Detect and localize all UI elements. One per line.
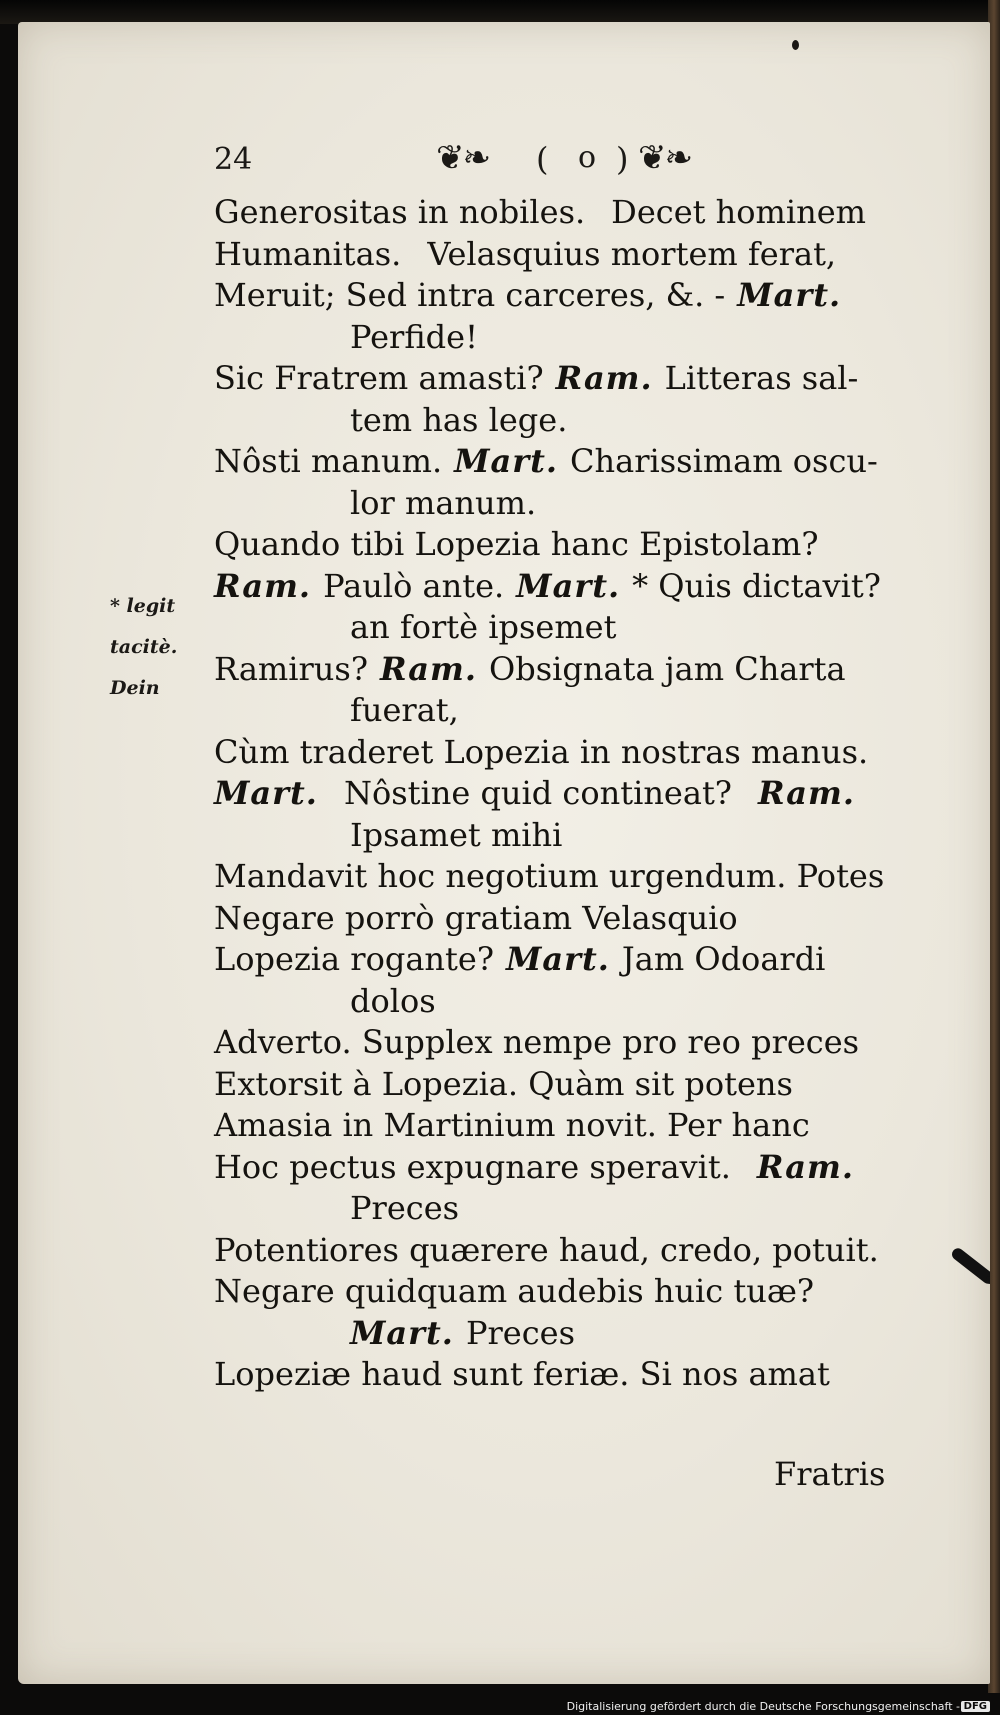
line-text: Mandavit hoc negotium urgendum. Potes [214,857,885,895]
speaker-label: Mart. [214,774,318,812]
line-text: Hoc pectus expugnare speravit. [214,1147,731,1186]
line-text: Cùm traderet Lopezia in nostras manus. [214,732,869,771]
text-line [214,690,914,732]
text-line [214,317,914,359]
line-text: * Quis dictavit? [632,566,881,605]
text-line [214,1022,914,1064]
text-line [214,566,914,608]
text-line [214,1188,914,1230]
book-page [18,22,990,1684]
speaker-label: Mart. [737,276,842,314]
ink-stroke [950,1246,990,1286]
line-text: fuerat, [350,691,459,729]
text-line [214,441,914,483]
margin-note: tacitè. [110,636,178,658]
line-text: Meruit; Sed intra carceres, &. - [214,276,726,314]
text-line [214,1064,914,1106]
text-line [214,1271,914,1313]
speaker-label: Ram. [214,566,312,605]
text-line [214,1313,914,1355]
header-paren-left: ( [536,140,549,178]
text-line [214,400,914,442]
line-text: Perfide! [350,317,478,356]
text-line [214,1147,914,1189]
line-text: Lopezia rogante? [214,940,494,978]
catchword-text: Fratris [774,1454,886,1493]
text-line [214,815,914,857]
catchword [214,1454,914,1496]
text-line [214,607,914,649]
speaker-label: Mart. [516,566,621,605]
margin-note: * legit [110,595,176,617]
text-line [214,939,914,981]
text-line [214,524,914,566]
text-line [214,649,914,691]
page-number: 24 [214,142,253,177]
line-text: Negare quidquam audebis huic tuæ? [214,1272,815,1310]
line-text: Preces [350,1189,460,1227]
margin-note: Dein [110,677,160,699]
speaker-label: Mart. [505,940,610,978]
line-text: Generositas in nobiles. [214,193,586,231]
line-text: Nôsti manum. [214,442,443,480]
line-text: Humanitas. [214,234,402,273]
text-line [214,773,914,815]
line-text: Preces [465,1313,575,1352]
speaker-label: Ram. [379,649,478,688]
text-line [214,1354,914,1396]
digitization-credit: Digitalisierung gefördert durch die Deutsche Forschungsgemeinschaft - [566,1700,960,1713]
dfg-logo-icon: DFG [961,1701,990,1712]
speaker-label: Mart. [454,442,559,480]
text-line [214,1105,914,1147]
header-circle: o [578,140,597,175]
verse-text [214,192,914,1495]
speaker-label: Ram. [756,1147,854,1186]
line-text: lor manum. [350,483,537,522]
line-text: Charissimam oscu- [570,442,878,480]
line-text: dolos [350,981,436,1020]
line-text: Nôstine quid contineat? [343,774,732,812]
line-text: Velasquius mortem ferat, [427,234,837,273]
line-text: Obsignata jam Charta [489,649,846,688]
text-line [214,898,914,940]
running-header [18,134,990,184]
text-line [214,192,914,234]
line-text: Amasia in Martinium novit. Per hanc [214,1106,810,1144]
line-text: Ipsamet mihi [350,815,563,854]
text-line [214,1230,914,1272]
text-line [214,856,914,898]
text-line [214,275,914,317]
line-text: Quando tibi Lopezia hanc Epistolam? [214,525,819,563]
line-text: Potentiores quærere haud, credo, potuit. [214,1230,879,1269]
line-text: Jam Odoardi [621,940,826,978]
header-paren-right: ) [616,140,629,178]
line-text: Sic Fratrem amasti? [214,359,544,397]
line-text: Lopeziæ haud sunt feriæ. Si nos amat [214,1355,830,1393]
line-text: tem has lege. [350,400,568,439]
ink-dot [986,1276,990,1284]
text-line [214,234,914,276]
text-line [214,732,914,774]
line-text: Adverto. Supplex nempe pro reo preces [214,1023,860,1061]
fleuron-right-icon: ❦❧ [638,138,691,178]
line-text: Decet hominem [611,193,866,231]
text-line [214,981,914,1023]
line-text: Ramirus? [214,649,368,688]
speaker-label: Mart. [350,1313,454,1352]
footer-bar [0,1693,1000,1715]
scan-border-top [0,0,1000,24]
speaker-label: Ram. [555,359,653,397]
text-line [214,358,914,400]
line-text: Negare porrò gratiam Velasquio [214,898,738,937]
fleuron-left-icon: ❦❧ [436,138,489,178]
line-text: Paulò ante. [323,566,505,605]
text-line [214,483,914,525]
ink-speck [792,40,799,50]
speaker-label: Ram. [757,774,856,812]
line-text: Litteras sal- [664,359,859,397]
line-text: Extorsit à Lopezia. Quàm sit potens [214,1064,793,1103]
line-text: an fortè ipsemet [350,608,617,646]
